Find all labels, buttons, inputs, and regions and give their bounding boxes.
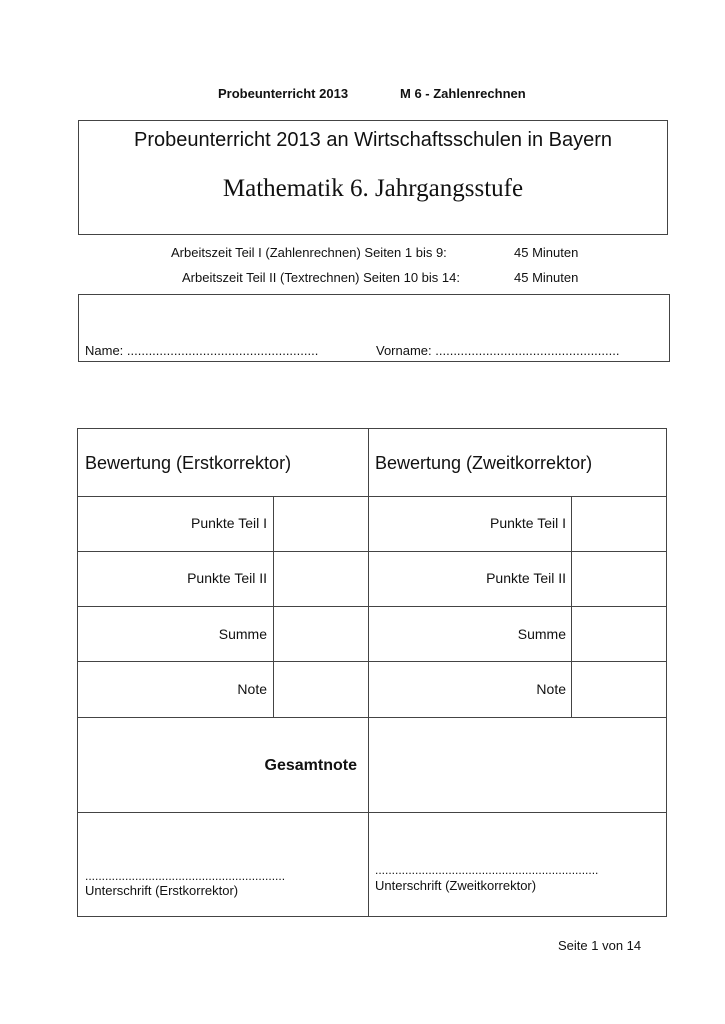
- erst-row-label: Punkte Teil I: [190, 515, 267, 531]
- row-divider: [77, 812, 667, 813]
- sig-line-erst: ............................................................: [85, 869, 286, 883]
- page-number: Seite 1 von 14: [558, 938, 642, 953]
- table-border: [77, 428, 667, 429]
- title-main: Probeunterricht 2013 an Wirtschaftsschulen in Bayern: [133, 129, 613, 151]
- erst-row-label: Summe: [218, 626, 267, 642]
- header-right: M 6 - Zahlenrechnen: [400, 86, 526, 101]
- row-divider: [77, 551, 667, 552]
- sig-line-zweit: ...................................................................: [375, 863, 599, 877]
- zweit-row-label: Punkte Teil II: [486, 570, 566, 586]
- row-divider: [77, 717, 667, 718]
- erst-heading: Bewertung (Erstkorrektor): [85, 453, 292, 473]
- zweit-row-label: Note: [536, 681, 566, 697]
- page-header: [0, 86, 725, 104]
- zweit-heading: Bewertung (Zweitkorrektor): [375, 453, 593, 473]
- title-box: [78, 120, 668, 235]
- name-field[interactable]: Name: .....................................................: [85, 343, 319, 358]
- column-divider: [368, 428, 369, 917]
- row-divider: [77, 606, 667, 607]
- time-value: 45 Minuten: [514, 245, 579, 260]
- time-label: Arbeitszeit Teil I (Zahlenrechnen) Seiten 1 bis 9:: [171, 245, 447, 260]
- header-left: Probeunterricht 2013: [218, 86, 349, 101]
- time-row-part1: [0, 245, 725, 261]
- erst-row-label: Punkte Teil II: [187, 570, 267, 586]
- row-divider: [77, 496, 667, 497]
- sig-label-zweit: Unterschrift (Zweitkorrektor): [375, 878, 537, 893]
- name-box: [78, 294, 670, 362]
- zweit-row-label: Punkte Teil I: [489, 515, 566, 531]
- gesamtnote-label: Gesamtnote: [264, 757, 357, 774]
- time-row-part2: [0, 270, 725, 286]
- table-border: [77, 428, 78, 917]
- time-value: 45 Minuten: [514, 270, 579, 285]
- table-border: [666, 428, 667, 917]
- sig-label-erst: Unterschrift (Erstkorrektor): [85, 883, 239, 898]
- zweit-row-label: Summe: [517, 626, 566, 642]
- vorname-field[interactable]: Vorname: ...................................................: [376, 343, 620, 358]
- time-label: Arbeitszeit Teil II (Textrechnen) Seiten 10 bis 14:: [182, 270, 460, 285]
- title-sub: Mathematik 6. Jahrgangsstufe: [222, 175, 524, 202]
- table-border: [77, 916, 667, 917]
- grading-table: [77, 428, 667, 917]
- row-divider: [77, 661, 667, 662]
- erst-row-label: Note: [237, 681, 267, 697]
